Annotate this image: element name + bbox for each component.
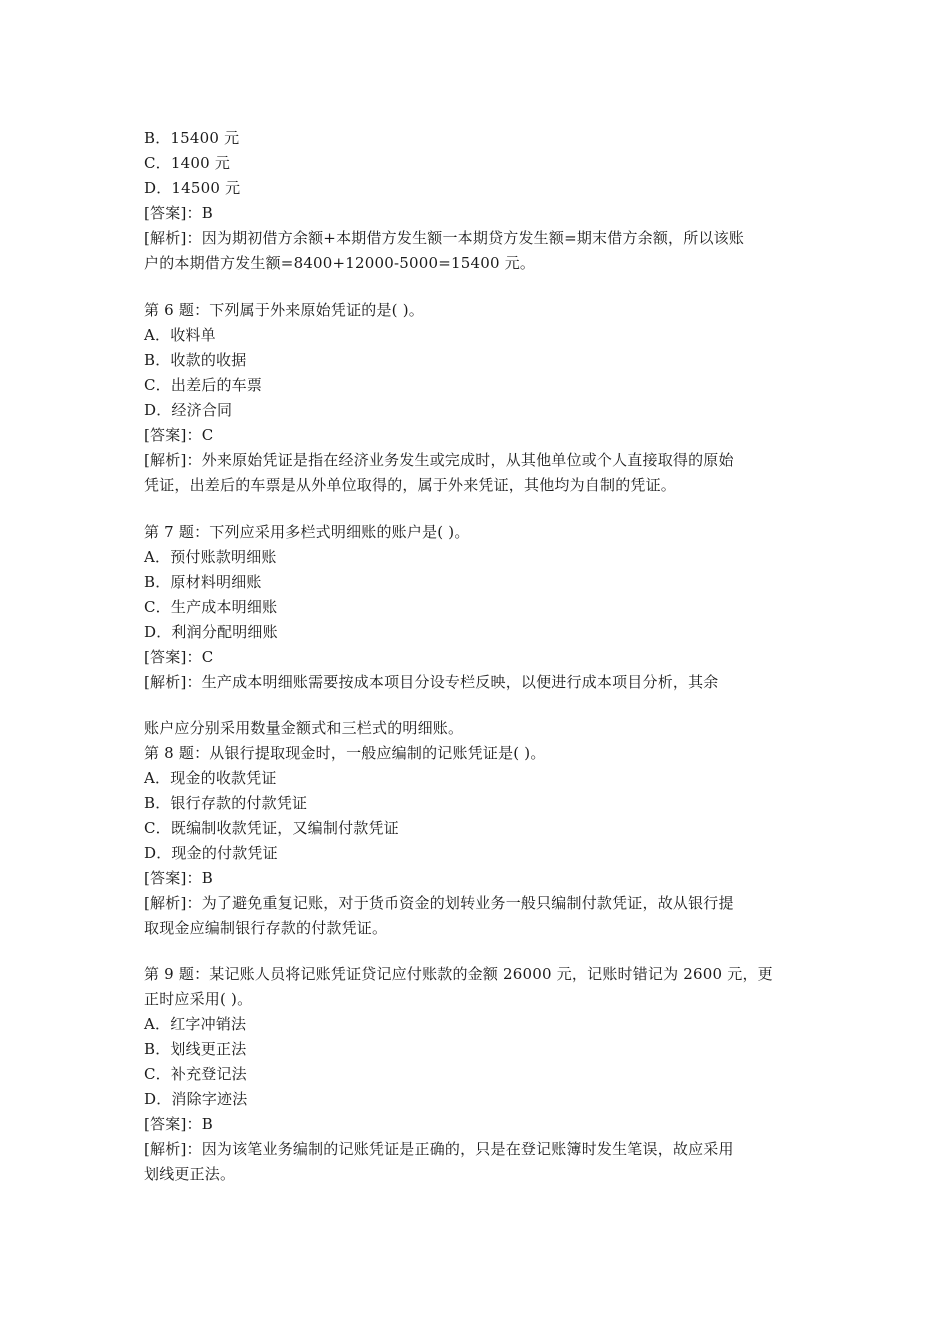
option-a: A．红字冲销法 <box>144 1015 247 1033</box>
option-d: D．现金的付款凭证 <box>144 844 278 862</box>
option-d: D．利润分配明细账 <box>144 623 278 641</box>
option-d: D．消除字迹法 <box>144 1090 248 1108</box>
analysis: [解析]：外来原始凭证是指在经济业务发生或完成时，从其他单位或个人直接取得的原始 <box>144 451 734 469</box>
analysis-cont: 户的本期借方发生额=8400+12000-5000=15400 元。 <box>144 254 536 272</box>
option-c: C．出差后的车票 <box>144 376 263 394</box>
analysis: [解析]：为了避免重复记账，对于货币资金的划转业务一般只编制付款凭证，故从银行提 <box>144 894 734 912</box>
analysis-cont: 划线更正法。 <box>144 1165 236 1183</box>
analysis: [解析]：生产成本明细账需要按成本项目分设专栏反映，以便进行成本项目分析，其余 <box>144 673 719 691</box>
answer: [答案]：C <box>144 648 214 666</box>
analysis-cont: 凭证，出差后的车票是从外单位取得的，属于外来凭证，其他均为自制的凭证。 <box>144 476 677 494</box>
answer: [答案]：B <box>144 204 213 222</box>
option-c: C．补充登记法 <box>144 1065 247 1083</box>
option-a: A．现金的收款凭证 <box>144 769 277 787</box>
option-b: B．银行存款的付款凭证 <box>144 794 308 812</box>
option-b: B．15400 元 <box>144 129 240 147</box>
option-b: B．原材料明细账 <box>144 573 262 591</box>
option-d: D．14500 元 <box>144 179 241 197</box>
answer: [答案]：B <box>144 1115 213 1133</box>
option-c: C．1400 元 <box>144 154 231 172</box>
analysis: [解析]：因为期初借方余额+本期借方发生额一本期贷方发生额=期末借方余额，所以该账 <box>144 229 745 247</box>
option-b: B．收款的收据 <box>144 351 247 369</box>
option-c: C．既编制收款凭证，又编制付款凭证 <box>144 819 399 837</box>
question-8: 第 8 题：从银行提取现金时，一般应编制的记账凭证是( )。 <box>144 744 546 762</box>
option-b: B．划线更正法 <box>144 1040 247 1058</box>
question-9-cont: 正时应采用( )。 <box>144 990 253 1008</box>
option-a: A．预付账款明细账 <box>144 548 277 566</box>
option-c: C．生产成本明细账 <box>144 598 278 616</box>
option-d: D．经济合同 <box>144 401 233 419</box>
analysis-cont: 取现金应编制银行存款的付款凭证。 <box>144 919 388 937</box>
question-6: 第 6 题：下列属于外来原始凭证的是( )。 <box>144 301 424 319</box>
answer: [答案]：C <box>144 426 214 444</box>
question-9: 第 9 题：某记账人员将记账凭证贷记应付账款的金额 26000 元，记账时错记为 2600 元，更 <box>144 965 773 983</box>
analysis: [解析]：因为该笔业务编制的记账凭证是正确的，只是在登记账簿时发生笔误，故应采用 <box>144 1140 734 1158</box>
analysis-cont: 账户应分别采用数量金额式和三栏式的明细账。 <box>144 719 464 737</box>
question-7: 第 7 题：下列应采用多栏式明细账的账户是( )。 <box>144 523 470 541</box>
answer: [答案]：B <box>144 869 213 887</box>
option-a: A．收料单 <box>144 326 216 344</box>
